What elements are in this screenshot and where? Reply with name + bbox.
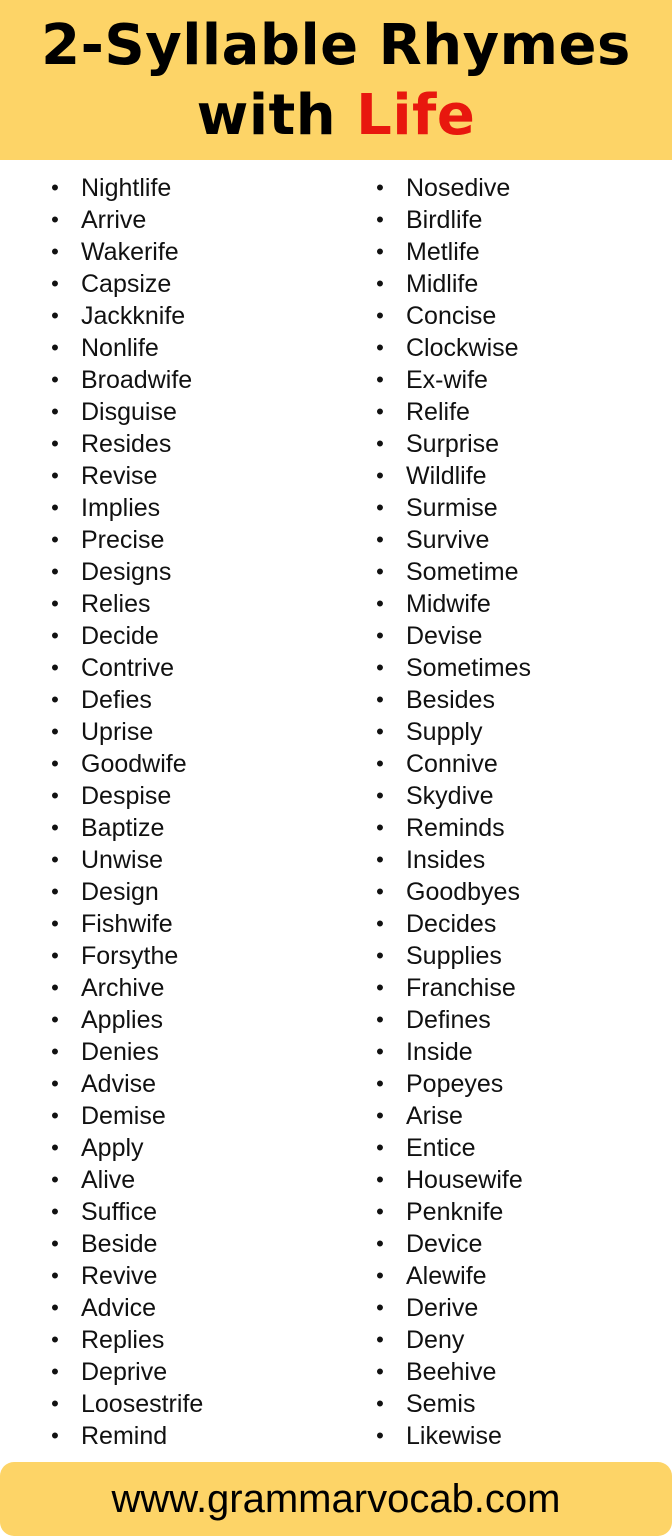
rhyme-word: Ex-wife: [406, 366, 488, 394]
rhyme-word: Device: [406, 1230, 483, 1258]
rhyme-word: Nightlife: [81, 174, 172, 202]
bullet-icon: •: [376, 1359, 384, 1384]
bullet-icon: •: [376, 1199, 384, 1224]
rhyme-word: Skydive: [406, 782, 494, 810]
bullet-icon: •: [376, 303, 384, 328]
rhyme-word: Advise: [81, 1070, 157, 1098]
bullet-icon: •: [51, 1007, 59, 1032]
bullet-icon: •: [51, 303, 59, 328]
rhyme-word: Demise: [81, 1102, 166, 1130]
rhyme-word: Despise: [81, 782, 172, 810]
bullet-icon: •: [376, 1103, 384, 1128]
bullet-icon: •: [376, 495, 384, 520]
bullet-icon: •: [51, 1327, 59, 1352]
rhyme-word: Deprive: [81, 1358, 168, 1386]
rhyme-word: Decides: [406, 910, 497, 938]
rhyme-word: Midlife: [406, 270, 479, 298]
rhyme-word: Baptize: [81, 814, 165, 842]
bullet-icon: •: [51, 1359, 59, 1384]
bullet-icon: •: [376, 815, 384, 840]
rhyme-word: Replies: [81, 1326, 165, 1354]
rhyme-word: Supplies: [406, 942, 502, 970]
rhyme-word: Defies: [81, 686, 152, 714]
rhyme-word: Arise: [406, 1102, 463, 1130]
bullet-icon: •: [376, 911, 384, 936]
rhyme-word: Forsythe: [81, 942, 179, 970]
rhyme-word: Deny: [406, 1326, 465, 1354]
bullet-icon: •: [51, 207, 59, 232]
bullet-icon: •: [376, 1039, 384, 1064]
bullet-icon: •: [51, 1199, 59, 1224]
rhyme-word: Wakerife: [81, 238, 179, 266]
rhyme-word: Besides: [406, 686, 495, 714]
rhyme-word: Derive: [406, 1294, 479, 1322]
bullet-icon: •: [376, 847, 384, 872]
bullet-icon: •: [376, 335, 384, 360]
bullet-icon: •: [376, 1263, 384, 1288]
bullet-icon: •: [376, 1135, 384, 1160]
rhyme-word: Suffice: [81, 1198, 157, 1226]
rhyme-word: Birdlife: [406, 206, 483, 234]
rhyme-word: Likewise: [406, 1422, 502, 1450]
rhyme-word: Nosedive: [406, 174, 511, 202]
rhyme-word: Housewife: [406, 1166, 523, 1194]
bullet-icon: •: [51, 431, 59, 456]
rhyme-word: Relife: [406, 398, 470, 426]
bullet-icon: •: [376, 1391, 384, 1416]
bullet-icon: •: [51, 335, 59, 360]
bullet-icon: •: [51, 783, 59, 808]
bullet-icon: •: [376, 783, 384, 808]
rhyme-word: Remind: [81, 1422, 168, 1450]
rhyme-word: Beside: [81, 1230, 158, 1258]
rhyme-word: Jackknife: [81, 302, 186, 330]
bullet-icon: •: [51, 559, 59, 584]
bullet-icon: •: [376, 591, 384, 616]
rhyme-word: Revive: [81, 1262, 158, 1290]
rhyme-word: Fishwife: [81, 910, 173, 938]
bullet-icon: •: [51, 1391, 59, 1416]
bullet-icon: •: [376, 463, 384, 488]
footer-banner: [0, 1462, 672, 1536]
rhyme-word: Alewife: [406, 1262, 487, 1290]
bullet-icon: •: [51, 943, 59, 968]
bullet-icon: •: [51, 1231, 59, 1256]
bullet-icon: •: [376, 879, 384, 904]
rhyme-word: Sometime: [406, 558, 519, 586]
rhyme-word: Uprise: [81, 718, 154, 746]
rhyme-word: Nonlife: [81, 334, 159, 362]
rhyme-word: Inside: [406, 1038, 473, 1066]
bullet-icon: •: [376, 1071, 384, 1096]
rhyme-word: Popeyes: [406, 1070, 504, 1098]
bullet-icon: •: [51, 1039, 59, 1064]
bullet-icon: •: [376, 975, 384, 1000]
rhyme-word: Arrive: [81, 206, 147, 234]
rhyme-word: Beehive: [406, 1358, 497, 1386]
bullet-icon: •: [51, 399, 59, 424]
bullet-icon: •: [376, 1231, 384, 1256]
bullet-icon: •: [51, 527, 59, 552]
bullet-icon: •: [376, 1327, 384, 1352]
rhyme-word: Franchise: [406, 974, 516, 1002]
rhyme-word: Metlife: [406, 238, 480, 266]
bullet-icon: •: [376, 175, 384, 200]
bullet-icon: •: [51, 367, 59, 392]
bullet-icon: •: [51, 1295, 59, 1320]
page-title-line-1: 2-Syllable Rhymes: [41, 13, 631, 78]
bullet-icon: •: [376, 1007, 384, 1032]
title-accent-word: Life: [356, 83, 476, 148]
rhyme-word: Entice: [406, 1134, 476, 1162]
rhyme-word: Reminds: [406, 814, 505, 842]
bullet-icon: •: [51, 879, 59, 904]
rhyme-word: Disguise: [81, 398, 177, 426]
bullet-icon: •: [51, 1167, 59, 1192]
rhyme-word: Implies: [81, 494, 161, 522]
bullet-icon: •: [51, 623, 59, 648]
bullet-icon: •: [51, 719, 59, 744]
rhyme-word: Devise: [406, 622, 483, 650]
bullet-icon: •: [51, 1071, 59, 1096]
bullet-icon: •: [376, 1167, 384, 1192]
rhyme-word: Contrive: [81, 654, 175, 682]
bullet-icon: •: [51, 495, 59, 520]
bullet-icon: •: [51, 655, 59, 680]
rhyme-word: Insides: [406, 846, 486, 874]
rhyme-word: Design: [81, 878, 159, 906]
rhyme-word: Semis: [406, 1390, 476, 1418]
rhyme-word: Archive: [81, 974, 165, 1002]
bullet-icon: •: [376, 1423, 384, 1448]
rhyme-word: Revise: [81, 462, 158, 490]
rhyme-word: Capsize: [81, 270, 172, 298]
bullet-icon: •: [376, 527, 384, 552]
rhyme-word: Surprise: [406, 430, 500, 458]
rhyme-word: Clockwise: [406, 334, 519, 362]
rhyme-word: Connive: [406, 750, 498, 778]
bullet-icon: •: [51, 1103, 59, 1128]
bullet-icon: •: [376, 687, 384, 712]
bullet-icon: •: [376, 719, 384, 744]
bullet-icon: •: [51, 591, 59, 616]
rhyme-word: Wildlife: [406, 462, 487, 490]
bullet-icon: •: [51, 463, 59, 488]
bullet-icon: •: [376, 239, 384, 264]
rhyme-word: Broadwife: [81, 366, 193, 394]
website-url: www.grammarvocab.com: [111, 1477, 561, 1521]
title-banner: [0, 0, 672, 160]
rhyme-word: Apply: [81, 1134, 144, 1162]
rhyme-word: Denies: [81, 1038, 159, 1066]
bullet-icon: •: [376, 367, 384, 392]
bullet-icon: •: [51, 687, 59, 712]
bullet-icon: •: [376, 559, 384, 584]
rhyme-word: Loosestrife: [81, 1390, 204, 1418]
rhyme-word: Precise: [81, 526, 165, 554]
title-prefix: with: [196, 83, 357, 148]
bullet-icon: •: [376, 399, 384, 424]
page-title-line-2: [0, 84, 672, 148]
bullet-icon: •: [51, 975, 59, 1000]
rhyme-word: Concise: [406, 302, 497, 330]
rhyme-word: Applies: [81, 1006, 163, 1034]
bullet-icon: •: [51, 847, 59, 872]
bullet-icon: •: [51, 815, 59, 840]
rhyme-word: Survive: [406, 526, 490, 554]
bullet-icon: •: [376, 943, 384, 968]
bullet-icon: •: [376, 751, 384, 776]
bullet-icon: •: [51, 271, 59, 296]
bullet-icon: •: [376, 271, 384, 296]
rhyme-word: Surmise: [406, 494, 498, 522]
bullet-icon: •: [51, 175, 59, 200]
rhyme-word: Resides: [81, 430, 172, 458]
bullet-icon: •: [376, 207, 384, 232]
rhyme-word: Relies: [81, 590, 151, 618]
rhyme-word: Decide: [81, 622, 159, 650]
rhyme-word: Goodwife: [81, 750, 187, 778]
rhyme-word: Designs: [81, 558, 172, 586]
bullet-icon: •: [376, 655, 384, 680]
bullet-icon: •: [51, 1263, 59, 1288]
rhyme-word: Supply: [406, 718, 483, 746]
rhyme-word: Alive: [81, 1166, 136, 1194]
bullet-icon: •: [376, 623, 384, 648]
rhyme-word: Midwife: [406, 590, 491, 618]
rhyme-word: Sometimes: [406, 654, 532, 682]
bullet-icon: •: [376, 1295, 384, 1320]
bullet-icon: •: [51, 1135, 59, 1160]
bullet-icon: •: [376, 431, 384, 456]
bullet-icon: •: [51, 239, 59, 264]
rhyme-word: Advice: [81, 1294, 157, 1322]
rhyme-word: Defines: [406, 1006, 491, 1034]
rhyme-word: Penknife: [406, 1198, 504, 1226]
rhyme-word: Unwise: [81, 846, 163, 874]
bullet-icon: •: [51, 1423, 59, 1448]
rhyme-word: Goodbyes: [406, 878, 520, 906]
bullet-icon: •: [51, 911, 59, 936]
bullet-icon: •: [51, 751, 59, 776]
